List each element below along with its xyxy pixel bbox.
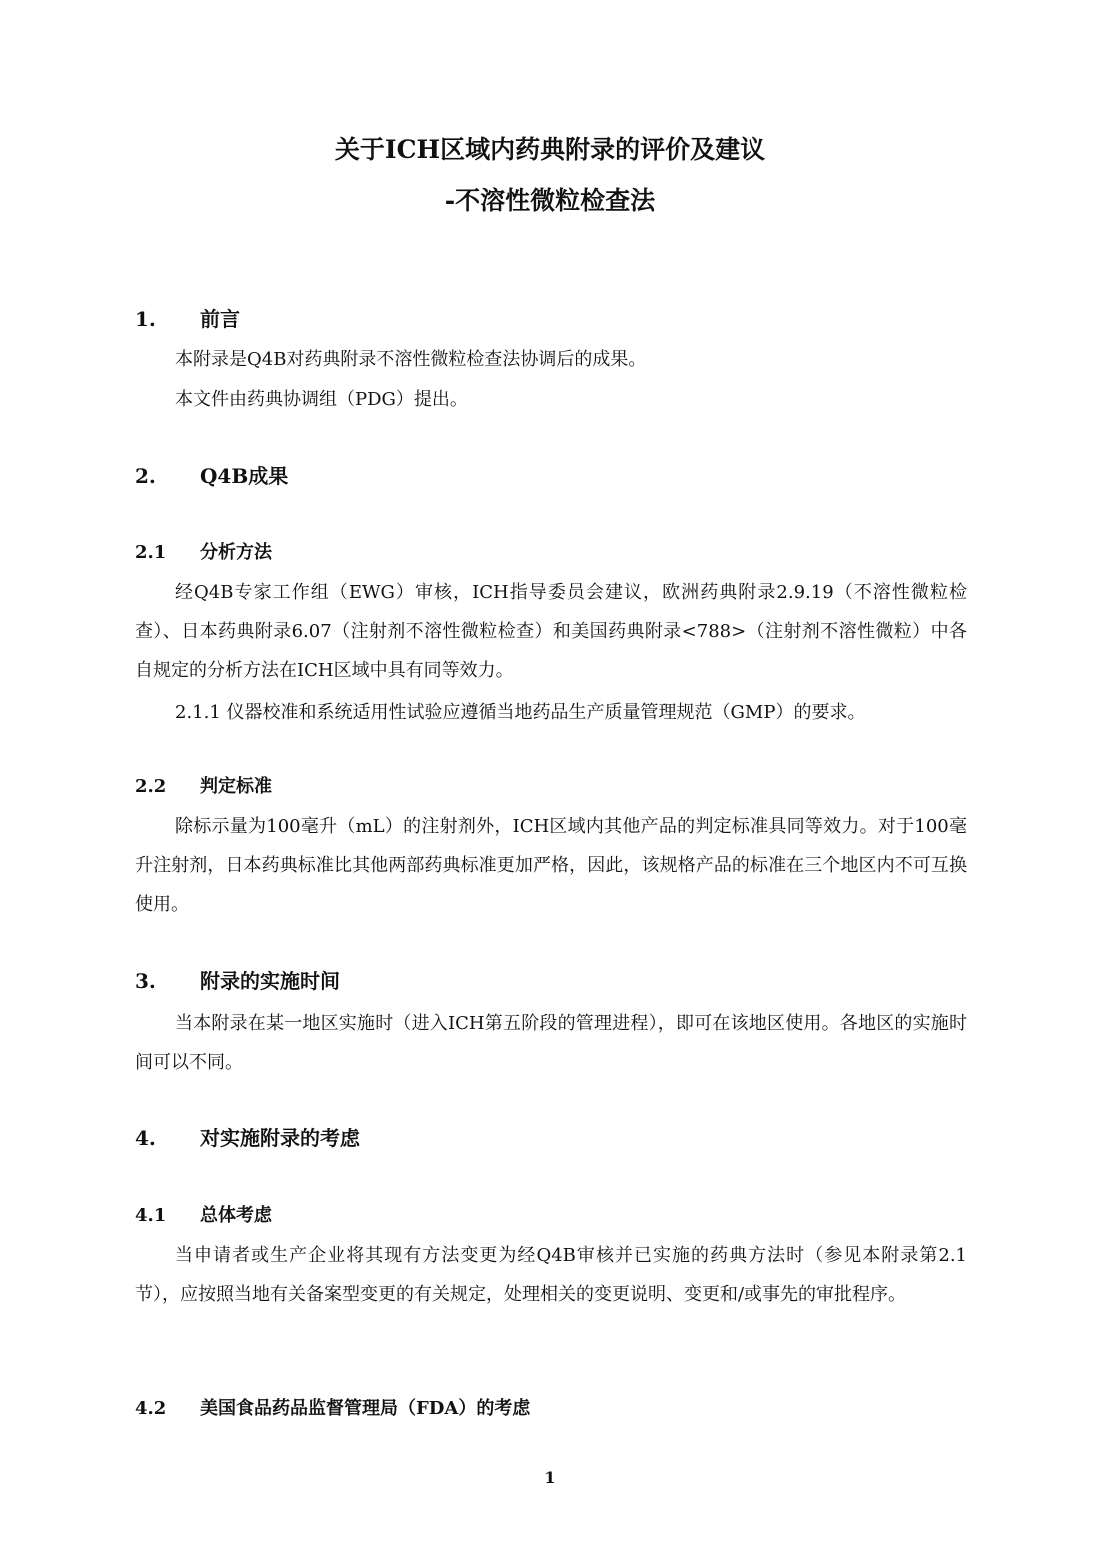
section-2-2-title: 判定标准 [200, 776, 272, 797]
section-4-number: 4. [135, 1126, 156, 1150]
section-2-2-heading [135, 773, 272, 801]
section-4-2-title: 美国食品药品监督管理局（FDA）的考虑 [200, 1398, 531, 1419]
section-4-1-title: 总体考虑 [200, 1205, 272, 1226]
section-4-1-heading [135, 1202, 272, 1230]
section-3-paragraph-1: 当本附录在某一地区实施时（进入ICH第五阶段的管理进程），即可在该地区使用。各地区的实施时间可以不同。 [135, 1013, 967, 1073]
section-2-heading [135, 462, 288, 490]
section-4-1-paragraph-1: 当申请者或生产企业将其现有方法变更为经Q4B审核并已实施的药典方法时（参见本附录第2.1节），应按照当地有关备案型变更的有关规定，处理相关的变更说明、变更和/或事先的审批程序。 [135, 1245, 967, 1305]
document-title-line-2: -不溶性微粒检查法 [444, 186, 656, 215]
section-3-number: 3. [135, 969, 156, 993]
section-2-1-title: 分析方法 [200, 542, 272, 563]
section-4-2-heading [135, 1395, 530, 1423]
section-4-1-number: 4.1 [135, 1205, 167, 1226]
section-2-1-paragraph-2: 2.1.1 仪器校准和系统适用性试验应遵循当地药品生产质量管理规范（GMP）的要求。 [175, 702, 866, 723]
section-4-title: 对实施附录的考虑 [200, 1126, 360, 1150]
section-2-1-number: 2.1 [135, 542, 167, 563]
page-number: 1 [544, 1468, 556, 1487]
section-1-paragraph-2: 本文件由药典协调组（PDG）提出。 [175, 389, 468, 410]
section-2-number: 2. [135, 464, 156, 488]
section-1-number: 1. [135, 307, 156, 331]
section-3-title: 附录的实施时间 [200, 969, 340, 993]
section-2-1-heading [135, 539, 272, 567]
section-1-heading [135, 305, 240, 333]
section-2-1-paragraph-1: 经Q4B专家工作组（EWG）审核，ICH指导委员会建议，欧洲药典附录2.9.19（不溶性微粒检查）、日本药典附录6.07（注射剂不溶性微粒检查）和美国药典附录<788>（注射剂不溶性微粒）中各自规定的分析方法在ICH区域中具有同等效力。 [135, 582, 967, 681]
section-2-2-number: 2.2 [135, 776, 167, 797]
section-1-title: 前言 [200, 307, 240, 331]
document-title-line-1: 关于ICH区域内药典附录的评价及建议 [334, 135, 766, 164]
section-2-2-paragraph-1: 除标示量为100毫升（mL）的注射剂外，ICH区域内其他产品的判定标准具同等效力。对于100毫升注射剂，日本药典标准比其他两部药典标准更加严格，因此，该规格产品的标准在三个地区内不可互换使用。 [135, 816, 967, 915]
section-4-heading [135, 1124, 360, 1152]
section-4-2-number: 4.2 [135, 1398, 167, 1419]
section-2-title: Q4B成果 [200, 464, 289, 488]
section-1-paragraph-1: 本附录是Q4B对药典附录不溶性微粒检查法协调后的成果。 [175, 349, 647, 370]
section-3-heading [135, 967, 340, 995]
